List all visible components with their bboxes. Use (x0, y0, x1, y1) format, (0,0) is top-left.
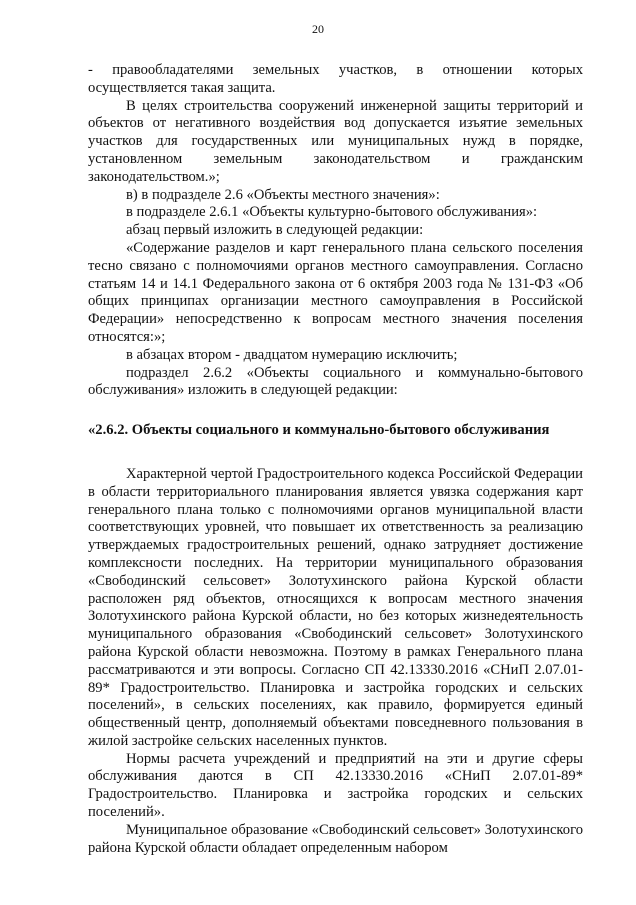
page-number: 20 (312, 22, 324, 36)
paragraph: Характерной чертой Градостроительного кодекса Российской Федерации в области территориального планирования является увязка содержания карт генерального плана только с полномочиями органов муниципальной власти соответствующих уровней, что повышает их ответственность за реализацию утверждаемых градостроительных решений, однако затрудняет достижение комплексности последних. На территории муниципального образования «Свободинский сельсовет» Золотухинского района Курской области расположен ряд объектов, относящихся к вопросам местного значения Золотухинского района Курской области, но без которых жизнедеятельность муниципального образования «Свободинский сельсовет» Золотухинского района Курской области невозможна. Поэтому в рамках Генерального плана рассматриваются и эти вопросы. Согласно СП 42.13330.2016 «СНиП 2.07.01-89* Градостроительство. Планировка и застройка городских и сельских поселений», в сельских поселениях, как правило, формируется единый общественный центр, дополняемый объектами повседневного пользования в жилой застройке сельских населенных пунктов. (88, 465, 583, 749)
paragraph: Нормы расчета учреждений и предприятий на эти и другие сферы обслуживания даются в СП 42.13330.2016 «СНиП 2.07.01-89* Градостроительство. Планировка и застройка городских и сельских поселений». (88, 750, 583, 821)
paragraph: в) в подразделе 2.6 «Объекты местного значения»: (126, 186, 440, 203)
paragraph: Муниципальное образование «Свободинский сельсовет» Золотухинского района Курской области обладает определенным набором (88, 821, 583, 856)
paragraph: в подразделе 2.6.1 «Объекты культурно-бытового обслуживания»: (126, 204, 538, 221)
document-body (88, 62, 583, 857)
paragraph: абзац первый изложить в следующей редакции: (126, 222, 424, 239)
paragraph: подраздел 2.6.2 «Объекты социального и коммунально-бытового обслуживания» изложить в следующей редакции: (88, 364, 583, 399)
paragraph: в абзацах втором - двадцатом нумерацию исключить; (126, 346, 458, 363)
section-heading: «2.6.2. Объекты социального и коммунально-бытового обслуживания (88, 422, 550, 439)
paragraph: «Содержание разделов и карт генерального плана сельского поселения тесно связано с полномочиями органов местного самоуправления. Согласно статьям 14 и 14.1 Федерального закона от 6 октября 2003 года № 131-ФЗ «Об общих принципах организации местного самоуправления в Российской Федерации» непосредственно к вопросам местного значения поселения относятся:»; (88, 239, 583, 345)
paragraph: В целях строительства сооружений инженерной защиты территорий и объектов от негативного воздействия вод допускается изъятие земельных участков для государственных или муниципальных нужд в порядке, установленном земельным законодательством и гражданским законодательством.»; (88, 97, 583, 185)
paragraph: - правообладателями земельных участков, в отношении которых осуществляется такая защита. (88, 62, 583, 96)
